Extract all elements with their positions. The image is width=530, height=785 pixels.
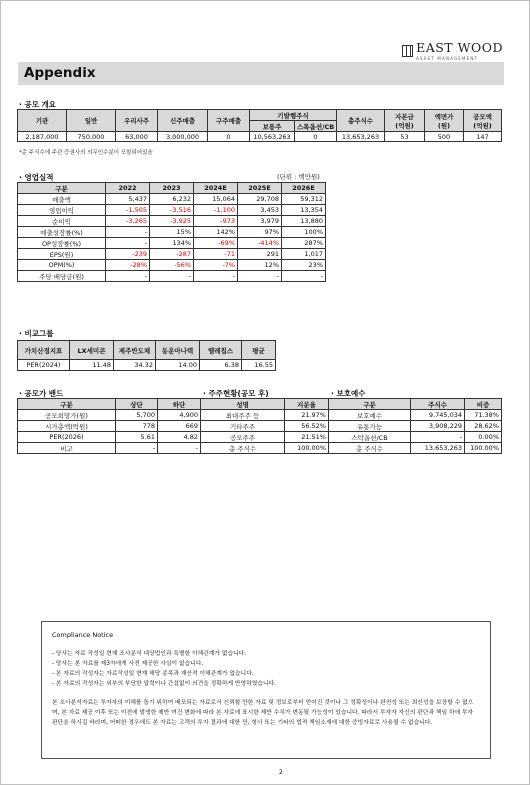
perf-header-cell: 2023 [150, 183, 194, 194]
band-header-cell: 구분 [18, 399, 116, 410]
perf-cell: - [106, 227, 150, 238]
holders-section-title: · 주주현황(공모 후) [203, 389, 269, 398]
peer-cell: 16.55 [242, 360, 276, 371]
compliance-disclaimer: 본 조사분석자료는 투자자의 이해를 돕기 위하여 배포되는 자료로서 신뢰할 만한 자료 및 정보로부터 얻어진 것이나 그 정확성이나 완전성 또는 최신성을 보장할 수 없으며, 본 자료 제공 이후 또는 이전에 발생한 제반 여건 변화에 따라 본 자료에 표시한 제반 수치가 변동될 가능성이 있습니다. 따라서 투자자 자신의 판단과 책임 하에 투자 판단을 하시길 바라며, 어떠한 경우에도 본 자료는 고객의 투자 결과에 대한 민, 형사 또는 기타의 법적 책임소재에 대한 증빙자료로 사용될 수 없습니다. [52, 700, 474, 726]
offering-header-line: 공모액 [473, 112, 492, 121]
band-section-title: · 공모가 밴드 [19, 389, 64, 398]
lockup-cell: 총 주식수 [329, 443, 411, 454]
lockup-header-cell: 비중 [465, 399, 502, 410]
lockup-cell: 3,908,229 [411, 421, 465, 432]
perf-cell: -56% [150, 260, 194, 271]
compliance-item: - 본 자료의 작성자는 외부의 부당한 압력이나 간섭없이 의견을 정확하게 반영하였습니다. [52, 681, 276, 688]
perf-row [18, 194, 326, 205]
peer-cell: 34.32 [114, 360, 156, 371]
perf-header-cell: 구분 [18, 183, 106, 194]
perf-header-cell: 2026E [282, 183, 326, 194]
lockup-cell: 0.00% [465, 432, 502, 443]
lockup-cell: 71.38% [465, 410, 502, 421]
perf-cell: - [238, 271, 282, 282]
offering-header-cell: 기발행주식 [250, 110, 337, 121]
offering-cell: 13,653,263 [337, 132, 385, 142]
perf-cell: 291 [238, 249, 282, 260]
perf-cell: 59,312 [282, 194, 326, 205]
perf-row [18, 205, 326, 216]
lockup-cell: 스탁옵션/CB [329, 432, 411, 443]
peer-cell: 6.38 [200, 360, 242, 371]
perf-row-label: EPS(원) [18, 249, 106, 260]
perf-cell: 29,708 [238, 194, 282, 205]
holders-cell: 21.97% [285, 410, 329, 421]
perf-cell: 3,453 [238, 205, 282, 216]
perf-cell: 1,017 [282, 249, 326, 260]
perf-cell: -414% [238, 238, 282, 249]
band-header-cell: 하단 [158, 399, 201, 410]
perf-row-label: OP성장률(%) [18, 238, 106, 249]
perf-row-label: 매출액 [18, 194, 106, 205]
offering-cell: 3,000,000 [158, 132, 208, 142]
perf-cell: -239 [106, 249, 150, 260]
perf-header-cell: 2025E [238, 183, 282, 194]
offering-header-cell [425, 110, 464, 132]
offering-header-line: 자본금 [395, 112, 414, 121]
peer-header-cell: 가치산정지표 [18, 341, 70, 360]
perf-row [18, 216, 326, 227]
holders-cell: 56.52% [285, 421, 329, 432]
offering-cell: 63,000 [116, 132, 158, 142]
holders-cell: 기타주주 [201, 421, 285, 432]
band-cell: - [158, 443, 201, 454]
peer-cell: PER(2024) [18, 360, 70, 371]
perf-cell: -1,100 [194, 205, 238, 216]
perf-cell: 6,232 [150, 194, 194, 205]
offering-cell: 10,563,263 [250, 132, 295, 142]
perf-cell: -973 [194, 216, 238, 227]
perf-cell: 13,354 [282, 205, 326, 216]
holders-cell: 최대주주 등 [201, 410, 285, 421]
perf-cell: 15,064 [194, 194, 238, 205]
band-cell: 4.82 [158, 432, 201, 443]
compliance-title: Compliance Notice [52, 631, 114, 639]
offering-header-cell: 총주식수 [337, 110, 385, 132]
logo-subtitle: ASSET MANAGEMENT [416, 55, 479, 61]
perf-cell: -3,265 [106, 216, 150, 227]
perf-row-label: 주당 배당금(원) [18, 271, 106, 282]
offering-header-line: (원) [437, 121, 451, 130]
perf-cell: -28% [106, 260, 150, 271]
peer-header-cell: 평균 [242, 341, 276, 360]
logo-text: EAST WOOD [416, 40, 503, 55]
offering-header-cell: 구주매출 [208, 110, 250, 132]
perf-cell: - [194, 271, 238, 282]
lockup-cell: - [411, 432, 465, 443]
offering-header-line: (억원) [473, 121, 492, 130]
offering-cell: 53 [385, 132, 425, 142]
offering-header-line: (억원) [395, 121, 414, 130]
lockup-header-cell: 주식수 [411, 399, 465, 410]
offering-section-title: · 공모 개요 [19, 100, 57, 109]
peer-cell: 11.48 [70, 360, 114, 371]
peer-header-cell: 텔레칩스 [200, 341, 242, 360]
perf-section-title: · 영업실적 [19, 173, 54, 182]
offering-header-cell: 스톡옵션/CB [295, 121, 337, 132]
peer-cell: 14.00 [156, 360, 200, 371]
lockup-cell: 28.62% [465, 421, 502, 432]
compliance-item: - 당사는 본 자료를 제3자에게 사전 제공한 사실이 없습니다. [52, 661, 204, 668]
lockup-cell: 보호예수 [329, 410, 411, 421]
perf-row [18, 271, 326, 282]
band-cell: 비고 [18, 443, 116, 454]
compliance-box [41, 621, 491, 759]
compliance-item: - 본 자료의 작성자는 자료작성일 현재 해당 종목과 재산적 이해관계가 없습니다. [52, 671, 254, 678]
offering-header-cell: 신주매출 [158, 110, 208, 132]
perf-row [18, 260, 326, 271]
perf-row [18, 249, 326, 260]
logo-icon [402, 45, 413, 57]
holders-cell: 공모주주 [201, 432, 285, 443]
perf-cell: 3,979 [238, 216, 282, 227]
perf-cell: 12% [238, 260, 282, 271]
perf-cell: 15% [150, 227, 194, 238]
perf-cell: - [106, 238, 150, 249]
offering-header-cell [464, 110, 502, 132]
offering-header-line: 액면가 [434, 112, 454, 121]
holders-header-cell: 지분율 [285, 399, 329, 410]
logo [402, 42, 503, 61]
lockup-section-title: · 보호예수 [331, 389, 366, 398]
peer-header-cell: 제주반도체 [114, 341, 156, 360]
band-cell: PER(2026) [18, 432, 116, 443]
band-cell: 669 [158, 421, 201, 432]
perf-row-label: 순이익 [18, 216, 106, 227]
page-title: Appendix [24, 65, 96, 81]
perf-unit: (단위 : 백만원) [277, 173, 320, 181]
holders-cell: 21.51% [285, 432, 329, 443]
title-bar [18, 62, 504, 85]
lockup-cell: 9,745,034 [411, 410, 465, 421]
offering-header-cell: 기관 [18, 110, 67, 132]
offering-header-cell: 우리사주 [116, 110, 158, 132]
perf-cell: - [150, 271, 194, 282]
perf-cell: -287 [150, 249, 194, 260]
perf-cell: -1,505 [106, 205, 150, 216]
perf-cell: 97% [238, 227, 282, 238]
perf-header-cell: 2024E [194, 183, 238, 194]
band-holders-lockup-table [17, 398, 502, 454]
lockup-cell: 100.00% [465, 443, 502, 454]
peer-header-cell: 동운아나텍 [156, 341, 200, 360]
perf-row-label: OPM(%) [18, 260, 106, 271]
perf-table [17, 182, 326, 282]
offering-note: *총 주식수에 주관 증권사의 의무인수분이 포함되어있음 [19, 150, 153, 156]
perf-cell: - [282, 271, 326, 282]
band-cell: 5.61 [116, 432, 158, 443]
offering-cell: 0 [295, 132, 337, 142]
offering-header-cell: 일반 [67, 110, 116, 132]
perf-cell: 287% [282, 238, 326, 249]
offering-cell: 2,187,000 [18, 132, 67, 142]
band-cell: 4,900 [158, 410, 201, 421]
perf-cell: - [106, 271, 150, 282]
compliance-item: - 당사는 자료 작성일 현재 조사분석 대상법인과 특별한 이해관계가 없습니다. [52, 651, 247, 658]
offering-header-cell [385, 110, 425, 132]
holders-header-cell: 성명 [201, 399, 285, 410]
perf-cell: 100% [282, 227, 326, 238]
holders-cell: 100.00% [285, 443, 329, 454]
perf-cell: -69% [194, 238, 238, 249]
offering-header-cell: 보통주 [250, 121, 295, 132]
peer-section-title: · 비교그룹 [19, 329, 54, 338]
perf-cell: 134% [150, 238, 194, 249]
offering-cell: 750,000 [67, 132, 116, 142]
lockup-cell: 유통가능 [329, 421, 411, 432]
offering-table [17, 109, 502, 142]
page-number: 2 [279, 769, 283, 776]
perf-row-label: 영업이익 [18, 205, 106, 216]
perf-cell: -71 [194, 249, 238, 260]
perf-cell: -3,516 [150, 205, 194, 216]
perf-cell: 23% [282, 260, 326, 271]
band-cell: 시가총액(억원) [18, 421, 116, 432]
peer-table [17, 340, 276, 371]
perf-cell: -7% [194, 260, 238, 271]
offering-cell: 500 [425, 132, 464, 142]
band-header-cell: 상단 [116, 399, 158, 410]
lockup-cell: 13,653,263 [411, 443, 465, 454]
band-cell: 778 [116, 421, 158, 432]
band-cell: 5,700 [116, 410, 158, 421]
peer-header-cell: LX세미콘 [70, 341, 114, 360]
perf-cell: 142% [194, 227, 238, 238]
perf-cell: -3,925 [150, 216, 194, 227]
offering-cell: 0 [208, 132, 250, 142]
perf-cell: 13,880 [282, 216, 326, 227]
holders-cell: 총 주식수 [201, 443, 285, 454]
offering-cell: 147 [464, 132, 502, 142]
perf-row [18, 227, 326, 238]
perf-cell: 5,437 [106, 194, 150, 205]
band-cell: 공모희망가(원) [18, 410, 116, 421]
perf-row [18, 238, 326, 249]
band-cell: - [116, 443, 158, 454]
perf-header-cell: 2022 [106, 183, 150, 194]
perf-row-label: 매출성장률(%) [18, 227, 106, 238]
lockup-header-cell: 구분 [329, 399, 411, 410]
